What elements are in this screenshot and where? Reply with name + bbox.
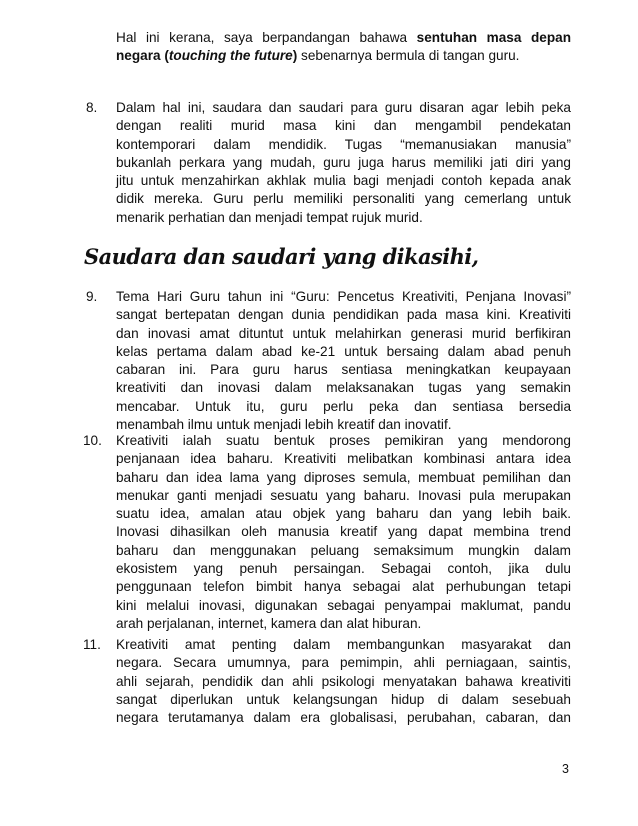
intro-line-1-bold: sentuhan masa depan — [416, 30, 571, 45]
intro-line-2-bold-b: ) — [292, 48, 298, 64]
item-8-line: didik mereka. Guru perlu memiliki personaliti yang cemerlang untuk — [116, 191, 571, 207]
item-8-line: jitu untuk menzahirkan akhlak mulia bagi menjadi contoh kepada anak — [116, 173, 571, 189]
item-10-line: menukar ganti menjadi sesuatu yang baharu. Inovasi pula merupakan — [116, 487, 571, 503]
item-11-line: Kreativiti amat penting dalam membangunkan masyarakat dan — [116, 637, 571, 652]
item-10-line: baharu dan menggunakan peluang semaksimum mungkin dalam — [116, 542, 571, 558]
intro-line-2-text: sebenarnya bermula di tangan guru. — [297, 48, 520, 64]
item-10-line: penggunaan telefon bimbit hanya sebagai alat perhubungan tetapi — [116, 579, 571, 595]
item-10-line: kini melalui inovasi, digunakan sebagai penyampai maklumat, pandu — [116, 597, 571, 613]
section-heading: Saudara dan saudari yang dikasihi, — [84, 244, 479, 269]
intro-line-2-bold-italic: touching the future — [168, 48, 293, 64]
item-11-paragraph — [116, 636, 571, 727]
item-10-line: penjanaan idea baharu. Kreativiti melibatkan kombinasi antara idea — [116, 451, 571, 467]
item-9-line: mencabar. Untuk itu, guru perlu peka dan sentiasa bersedia — [116, 398, 571, 414]
item-11-line: negara terutamanya dalam era globalisasi, perubahan, cabaran, dan — [116, 710, 571, 726]
item-8-paragraph — [116, 99, 571, 227]
item-10-line: baharu dan idea lama yang diproses semula, membuat pemilihan dan — [116, 469, 571, 485]
item-10-line: suatu idea, amalan atau objek yang baharu dan yang lebih baik. — [116, 506, 571, 522]
item-9-line: menambah ilmu untuk menjadi lebih kreatif dan inovatif. — [116, 417, 452, 433]
intro-line-1-text: Hal ini kerana, saya berpandangan bahawa — [116, 30, 417, 45]
item-10-line: Kreativiti ialah suatu bentuk proses pemikiran yang mendorong — [116, 433, 571, 448]
item-9-line: Tema Hari Guru tahun ini “Guru: Pencetus Kreativiti, Penjana Inovasi” — [116, 289, 571, 304]
item-9-line: dan inovasi amat dituntut untuk melahirkan generasi murid berfikiran — [116, 325, 571, 341]
item-9-number: 9. — [86, 289, 98, 304]
item-9-line: sangat bertepatan dengan dunia pendidikan pada masa kini. Kreativiti — [116, 307, 571, 323]
item-9-line: cabaran ini. Para guru harus sentiasa meningkatkan keupayaan — [116, 362, 571, 378]
item-11-line: sangat diperlukan untuk kelangsungan hidup di dalam sesebuah — [116, 691, 571, 707]
item-8-number: 8. — [86, 100, 98, 115]
item-10-number: 10. — [83, 433, 102, 448]
intro-line-2 — [116, 47, 571, 65]
item-9-line: kreativiti dan inovasi dalam melaksanakan tugas yang semakin — [116, 380, 571, 396]
item-11-number: 11. — [83, 637, 101, 652]
item-11-line: negara. Secara umumnya, para pemimpin, ahli perniagaan, saintis, — [116, 655, 571, 671]
intro-line-2-bold-a: negara ( — [116, 48, 169, 64]
item-10-paragraph — [116, 432, 571, 633]
item-8-line: dengan realiti murid masa kini dan mengambil pendekatan — [116, 118, 571, 134]
item-8-line: Dalam hal ini, saudara dan saudari para guru disaran agar lebih peka — [116, 100, 571, 115]
item-11-line: ahli sejarah, pendidik dan ahli psikologi menyatakan bahawa kreativiti — [116, 673, 571, 689]
item-9-line: kelas pertama dalam abad ke-21 untuk bersaing dalam abad penuh — [116, 343, 571, 359]
item-8-line: bukanlah perkara yang mudah, guru juga harus memiliki jati diri yang — [116, 154, 571, 170]
item-10-line: ekosistem yang penuh persaingan. Sebagai contoh, jika dulu — [116, 561, 571, 577]
page-number: 3 — [562, 762, 569, 776]
item-10-line: arah perjalanan, internet, kamera dan alat hiburan. — [116, 615, 422, 631]
item-8-line: menarik perhatian dan menjadi tempat rujuk murid. — [116, 209, 423, 225]
intro-line-1 — [116, 29, 571, 47]
intro-paragraph — [116, 29, 571, 66]
item-9-paragraph — [116, 288, 571, 434]
item-10-line: Inovasi dihasilkan oleh manusia kreatif yang dapat membina trend — [116, 524, 571, 540]
item-8-line: kontemporari dalam mendidik. Tugas “memanusiakan manusia” — [116, 136, 571, 152]
